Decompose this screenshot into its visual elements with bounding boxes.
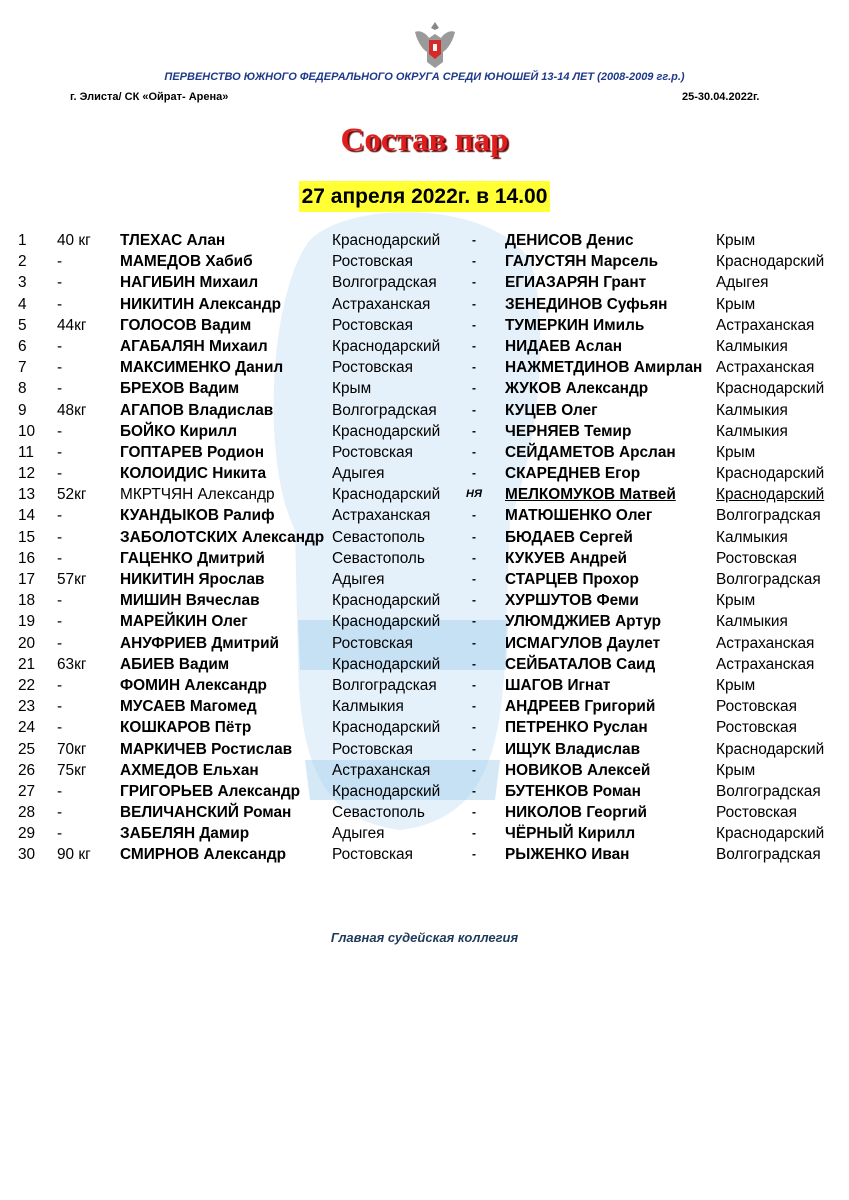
pair-row — [0, 696, 849, 717]
fighter2-region: Калмыкия — [716, 401, 788, 419]
fighter2-name: ДЕНИСОВ Денис — [505, 232, 634, 249]
pair-row — [0, 633, 849, 654]
fighter1-region: Севастополь — [332, 528, 425, 546]
weight-class: 63кг — [57, 655, 87, 673]
weight-class: - — [57, 528, 63, 546]
fighter2-region: Краснодарский — [716, 465, 825, 483]
fighter2-name: АНДРЕЕВ Григорий — [505, 698, 656, 716]
pair-row — [0, 675, 849, 696]
pair-separator: - — [472, 614, 476, 629]
fighter1-region: Краснодарский — [332, 782, 441, 800]
pair-number: 24 — [18, 719, 36, 737]
weight-class: - — [57, 676, 63, 694]
fighter2-region: Краснодарский — [716, 253, 825, 271]
pair-separator: - — [472, 805, 476, 820]
fighter1-region: Ростовская — [332, 253, 413, 271]
fighter1-region: Краснодарский — [332, 232, 441, 249]
fighter2-region: Крым — [716, 592, 756, 610]
weight-class: - — [57, 465, 63, 483]
fighter2-name: ЗЕНЕДИНОВ Суфьян — [505, 295, 668, 313]
weight-class: - — [57, 380, 63, 398]
pair-separator: - — [472, 338, 476, 353]
fighter2-region: Астраханская — [716, 634, 815, 652]
fighter2-name: БУТЕНКОВ Роман — [505, 782, 641, 800]
fighter1-region: Севастополь — [332, 804, 425, 822]
fighter2-region: Краснодарский — [716, 740, 825, 758]
weight-class: - — [57, 549, 63, 567]
pair-number: 13 — [18, 486, 36, 504]
pair-separator: - — [472, 572, 476, 586]
fighter1-region: Астраханская — [332, 761, 431, 779]
fighter2-name: КУЦЕВ Олег — [505, 401, 598, 419]
pair-row — [0, 527, 849, 548]
weight-class: - — [57, 634, 63, 652]
fighter2-name: ГАЛУСТЯН Марсель — [505, 253, 659, 271]
fighter1-name: ГРИГОРЬЕВ Александр — [120, 782, 301, 800]
weight-class: 40 кг — [57, 232, 91, 249]
pair-separator: - — [472, 466, 476, 481]
weight-class: - — [57, 274, 63, 292]
fighter1-name: ТЛЕХАС Алан — [120, 232, 226, 249]
fighter1-region: Краснодарский — [332, 719, 441, 737]
fighter1-region: Волгоградская — [332, 676, 437, 694]
weight-class: - — [57, 422, 63, 440]
fighter1-region: Адыгея — [332, 825, 385, 843]
pair-separator: - — [472, 381, 476, 396]
fighter1-name: МКРТЧЯН Александр — [120, 486, 275, 504]
fighter1-region: Волгоградская — [332, 274, 437, 292]
pair-number: 26 — [18, 761, 36, 779]
pair-number: 23 — [18, 698, 36, 716]
fighter1-name: ГОПТАРЕВ Родион — [120, 443, 265, 461]
pair-row — [0, 230, 849, 251]
pair-row — [0, 400, 849, 421]
fighter2-region: Волгоградская — [716, 571, 821, 588]
fighter2-name: КУКУЕВ Андрей — [505, 549, 627, 567]
fighter2-region: Краснодарский — [716, 825, 825, 843]
fighter1-region: Адыгея — [332, 465, 385, 483]
fighter1-name: НИКИТИН Александр — [120, 295, 282, 313]
pair-number: 4 — [18, 295, 27, 313]
fighter2-region: Ростовская — [716, 698, 797, 716]
pair-number: 9 — [18, 401, 27, 419]
pair-separator: - — [472, 847, 476, 862]
weight-class: - — [57, 443, 63, 461]
fighter2-region: Калмыкия — [716, 337, 788, 355]
fighter2-region: Волгоградская — [716, 782, 821, 800]
fighter2-region: Астраханская — [716, 655, 815, 673]
pair-number: 25 — [18, 740, 36, 758]
pair-separator: - — [472, 444, 476, 459]
page-title: Состав пар — [340, 122, 509, 158]
fighter2-region: Крым — [716, 232, 756, 249]
pair-number: 21 — [18, 655, 36, 673]
fighter2-name: ЧЕРНЯЕВ Темир — [505, 422, 632, 440]
fighter1-name: АГАБАЛЯН Михаил — [120, 337, 268, 355]
pair-separator: - — [472, 529, 476, 544]
event-dates: 25-30.04.2022г. — [682, 91, 760, 103]
fighter2-name: НИКОЛОВ Георгий — [505, 804, 647, 822]
weight-class: 75кг — [57, 761, 87, 779]
fighter1-name: ФОМИН Александр — [120, 676, 267, 694]
pair-row — [0, 378, 849, 399]
fighter2-region: Краснодарский — [716, 380, 825, 398]
fighter2-name: МЕЛКОМУКОВ Матвей — [505, 486, 676, 504]
fighter1-name: КУАНДЫКОВ Ралиф — [120, 507, 275, 525]
fighter2-region: Адыгея — [716, 274, 769, 292]
fighter2-name: ИЩУК Владислав — [505, 740, 641, 758]
weight-class: 70кг — [57, 740, 87, 758]
weight-class: - — [57, 592, 63, 610]
event-title: ПЕРВЕНСТВО ЮЖНОГО ФЕДЕРАЛЬНОГО ОКРУГА СРЕДИ ЮНОШЕЙ 13-14 ЛЕТ (2008-2009 гг.р.) — [164, 71, 685, 83]
fighter2-region: Ростовская — [716, 719, 797, 737]
pair-number: 15 — [18, 528, 36, 546]
fighter2-name: ХУРШУТОВ Феми — [505, 592, 639, 610]
fighter1-name: ВЕЛИЧАНСКИЙ Роман — [120, 804, 292, 822]
pair-separator: - — [472, 741, 476, 756]
pair-separator: - — [472, 275, 476, 290]
pair-row — [0, 739, 849, 760]
fighter1-region: Ростовская — [332, 443, 413, 461]
pair-number: 20 — [18, 634, 36, 652]
fighter1-name: АГАПОВ Владислав — [120, 401, 274, 419]
pair-separator: - — [472, 783, 476, 798]
weight-class: 90 кг — [57, 846, 91, 864]
pair-row — [0, 611, 849, 632]
fighter1-name: ЗАБЕЛЯН Дамир — [120, 825, 250, 843]
pair-row — [0, 760, 849, 781]
fighter2-region: Ростовская — [716, 549, 797, 567]
fighter1-region: Крым — [332, 380, 372, 398]
venue: г. Элиста/ СК «Ойрат- Арена» — [70, 91, 229, 103]
fighter1-name: МАКСИМЕНКО Данил — [120, 359, 284, 377]
fighter1-region: Краснодарский — [332, 592, 441, 610]
fighter1-region: Ростовская — [332, 359, 413, 377]
fighter1-region: Краснодарский — [332, 486, 441, 504]
fighter1-region: Астраханская — [332, 295, 431, 313]
pair-number: 19 — [18, 613, 36, 631]
pair-separator: - — [472, 233, 476, 247]
eagle-emblem-icon — [409, 18, 461, 70]
fighter2-region: Астраханская — [716, 316, 815, 334]
pair-row — [0, 251, 849, 272]
fighter2-name: ИСМАГУЛОВ Даулет — [505, 634, 661, 652]
pair-number: 17 — [18, 571, 36, 588]
fighter1-region: Ростовская — [332, 846, 413, 864]
weight-class: - — [57, 359, 63, 377]
pair-number: 14 — [18, 507, 36, 525]
pair-number: 30 — [18, 846, 36, 864]
pair-separator: - — [472, 508, 476, 523]
pair-separator: НЯ — [466, 488, 482, 501]
pair-number: 22 — [18, 676, 36, 694]
pair-row — [0, 654, 849, 675]
fighter2-name: ПЕТРЕНКО Руслан — [505, 719, 648, 737]
fighter2-region: Волгоградская — [716, 507, 821, 525]
weight-class: - — [57, 613, 63, 631]
fighter2-region: Калмыкия — [716, 528, 788, 546]
fighter1-region: Калмыкия — [332, 698, 404, 716]
fighter2-name: МАТЮШЕНКО Олег — [505, 507, 653, 525]
fighter1-name: ГАЦЕНКО Дмитрий — [120, 549, 265, 567]
pair-separator: - — [472, 254, 476, 269]
fighter1-region: Краснодарский — [332, 337, 441, 355]
pair-row — [0, 272, 849, 293]
pair-number: 7 — [18, 359, 27, 377]
fighter2-name: НОВИКОВ Алексей — [505, 761, 651, 779]
fighter2-name: СТАРЦЕВ Прохор — [505, 571, 639, 588]
pair-row — [0, 717, 849, 738]
fighter2-name: ЕГИАЗАРЯН Грант — [505, 274, 647, 292]
fighter1-name: КОШКАРОВ Пётр — [120, 719, 252, 737]
pair-number: 16 — [18, 549, 36, 567]
fighter2-region: Волгоградская — [716, 846, 821, 864]
fighter2-name: ТУМЕРКИН Имиль — [505, 316, 645, 334]
weight-class: - — [57, 782, 63, 800]
weight-class: - — [57, 337, 63, 355]
pair-row — [0, 505, 849, 526]
fighter1-region: Краснодарский — [332, 613, 441, 631]
pair-separator: - — [472, 402, 476, 417]
pair-number: 10 — [18, 422, 36, 440]
fighter2-region: Крым — [716, 295, 756, 313]
session-date: 27 апреля 2022г. в 14.00 — [299, 181, 550, 212]
fighter2-region: Калмыкия — [716, 422, 788, 440]
fighter2-region: Крым — [716, 761, 756, 779]
pair-row — [0, 548, 849, 569]
fighter2-name: СКАРЕДНЕВ Егор — [505, 465, 641, 483]
fighter2-name: УЛЮМДЖИЕВ Артур — [505, 613, 662, 631]
pair-number: 5 — [18, 316, 27, 334]
pair-row — [0, 569, 849, 590]
pair-separator: - — [472, 360, 476, 375]
pair-number: 11 — [18, 443, 34, 461]
fighter1-name: БОЙКО Кирилл — [120, 422, 238, 440]
weight-class: - — [57, 295, 63, 313]
pair-row — [0, 442, 849, 463]
weight-class: - — [57, 253, 63, 271]
fighter2-region: Астраханская — [716, 359, 815, 377]
footer-signature: Главная судейская коллегия — [330, 930, 519, 945]
pair-separator: - — [472, 699, 476, 714]
pair-number: 2 — [18, 253, 27, 271]
fighter2-name: НАЖМЕТДИНОВ Амирлан — [505, 359, 703, 377]
fighter1-region: Ростовская — [332, 634, 413, 652]
fighter2-region: Калмыкия — [716, 613, 788, 631]
fighter1-name: МУСАЕВ Магомед — [120, 698, 257, 716]
fighter1-name: МАМЕДОВ Хабиб — [120, 253, 253, 271]
pair-separator: - — [472, 635, 476, 650]
fighter1-name: МАРЕЙКИН Олег — [120, 613, 248, 631]
weight-class: - — [57, 507, 63, 525]
pair-separator: - — [472, 423, 476, 438]
fighter2-name: НИДАЕВ Аслан — [505, 337, 623, 355]
fighter1-name: ГОЛОСОВ Вадим — [120, 316, 252, 334]
pair-row — [0, 336, 849, 357]
pair-separator: - — [472, 720, 476, 735]
fighter1-region: Ростовская — [332, 316, 413, 334]
pair-number: 8 — [18, 380, 27, 398]
fighter1-name: КОЛОИДИС Никита — [120, 465, 267, 483]
pair-number: 29 — [18, 825, 36, 843]
weight-class: 44кг — [57, 316, 87, 334]
fighter2-region: Краснодарский — [716, 486, 825, 504]
pair-row — [0, 463, 849, 484]
weight-class: 57кг — [57, 571, 87, 588]
pair-row — [0, 421, 849, 442]
weight-class: 52кг — [57, 486, 87, 504]
fighter1-name: АНУФРИЕВ Дмитрий — [120, 634, 280, 652]
pair-separator: - — [472, 593, 476, 608]
fighter2-name: ШАГОВ Игнат — [505, 676, 611, 694]
pair-row — [0, 357, 849, 378]
pair-number: 18 — [18, 592, 36, 610]
fighter1-name: ЗАБОЛОТСКИХ Александр — [120, 528, 325, 546]
pairs-table — [0, 230, 849, 866]
fighter1-name: МАРКИЧЕВ Ростислав — [120, 740, 293, 758]
fighter1-region: Ростовская — [332, 740, 413, 758]
fighter1-name: АХМЕДОВ Ельхан — [120, 761, 259, 779]
pair-row — [0, 781, 849, 802]
weight-class: - — [57, 719, 63, 737]
fighter1-region: Волгоградская — [332, 401, 437, 419]
pair-separator: - — [472, 762, 476, 777]
weight-class: - — [57, 825, 63, 843]
pair-separator: - — [472, 656, 476, 671]
fighter1-name: АБИЕВ Вадим — [120, 655, 230, 673]
weight-class: - — [57, 804, 63, 822]
weight-class: - — [57, 698, 63, 716]
weight-class: 48кг — [57, 401, 87, 419]
fighter1-region: Краснодарский — [332, 422, 441, 440]
fighter2-region: Ростовская — [716, 804, 797, 822]
pair-number: 28 — [18, 804, 36, 822]
fighter2-name: СЕЙДАМЕТОВ Арслан — [505, 443, 676, 461]
pair-row — [0, 315, 849, 336]
fighter1-region: Адыгея — [332, 571, 385, 588]
fighter2-region: Крым — [716, 676, 756, 694]
fighter1-name: БРЕХОВ Вадим — [120, 380, 240, 398]
pair-row — [0, 484, 849, 505]
fighter1-name: НИКИТИН Ярослав — [120, 571, 265, 588]
pair-separator: - — [472, 550, 476, 565]
fighter2-region: Крым — [716, 443, 756, 461]
fighter1-name: НАГИБИН Михаил — [120, 274, 259, 292]
pair-separator: - — [472, 296, 476, 311]
fighter1-name: СМИРНОВ Александр — [120, 846, 287, 864]
pair-row — [0, 802, 849, 823]
pair-separator: - — [472, 677, 476, 692]
fighter2-name: ЧЁРНЫЙ Кирилл — [505, 825, 636, 843]
pair-row — [0, 823, 849, 844]
pair-number: 12 — [18, 465, 36, 483]
fighter2-name: РЫЖЕНКО Иван — [505, 846, 630, 864]
fighter2-name: БЮДАЕВ Сергей — [505, 528, 633, 546]
pair-number: 6 — [18, 337, 27, 355]
pair-number: 3 — [18, 274, 27, 292]
pair-separator: - — [472, 317, 476, 332]
pair-separator: - — [472, 826, 476, 841]
fighter2-name: СЕЙБАТАЛОВ Саид — [505, 655, 656, 673]
fighter1-name: МИШИН Вячеслав — [120, 592, 260, 610]
fighter1-region: Астраханская — [332, 507, 431, 525]
fighter1-region: Краснодарский — [332, 655, 441, 673]
pair-number: 27 — [18, 782, 36, 800]
pair-row — [0, 294, 849, 315]
pair-row — [0, 844, 849, 865]
pair-row — [0, 590, 849, 611]
fighter2-name: ЖУКОВ Александр — [505, 380, 649, 398]
pair-number: 1 — [18, 232, 27, 249]
fighter1-region: Севастополь — [332, 549, 425, 567]
